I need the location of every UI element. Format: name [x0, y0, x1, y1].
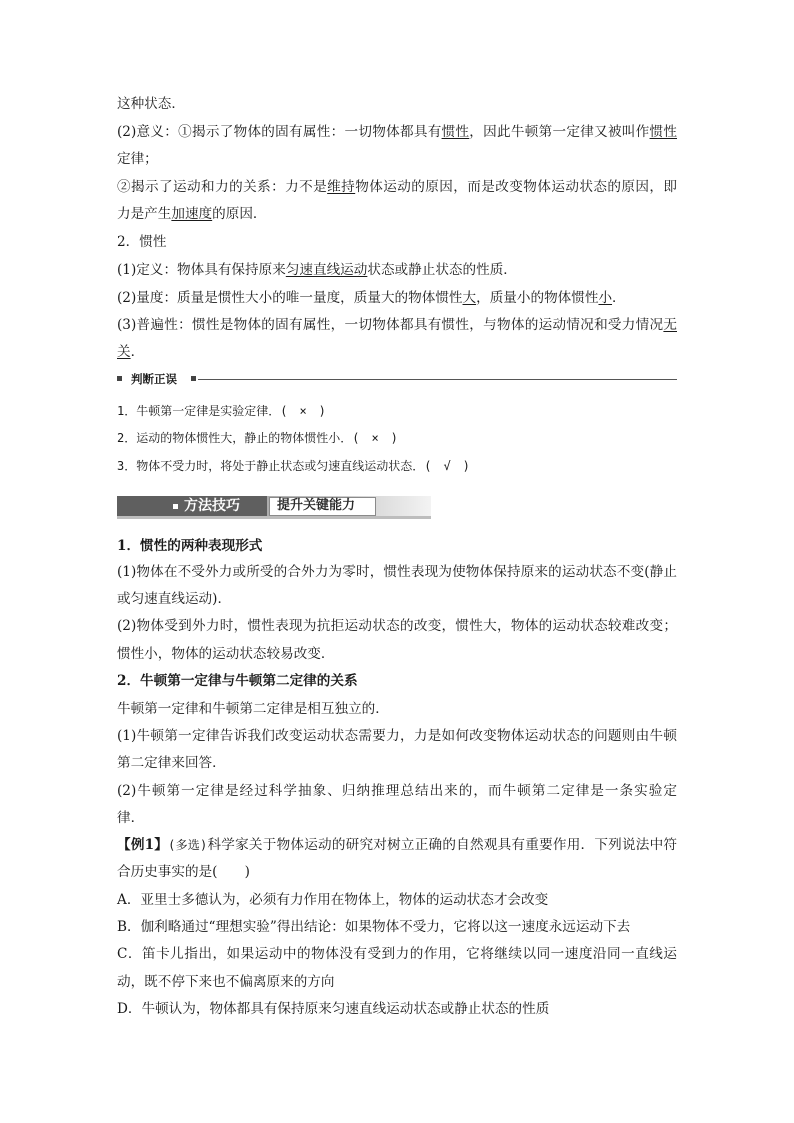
judge-section-header — [117, 371, 677, 387]
option-d: D．牛顿认为，物体都具有保持原来匀速直线运动状态或静止状态的性质 — [117, 1001, 550, 1017]
inertia-universality-end: 关． — [117, 344, 145, 360]
option-c-cont: 动，既不停下来也不偏离原来的方向 — [117, 974, 335, 990]
significance-line-1: (2)意义：①揭示了物体的固有属性：一切物体都具有惯性，因此牛顿第一定律又被叫作惯性 — [117, 124, 678, 140]
inertia-definition: (1)定义：物体具有保持原来匀速直线运动状态或静止状态的性质． — [117, 262, 517, 278]
underlined-answer: 加速度 — [171, 206, 213, 222]
method-heading-2: 2．牛顿第一定律与牛顿第二定律的关系 — [117, 673, 358, 689]
banner-subtitle: 提升关键能力 — [277, 498, 356, 513]
text-line: 牛顿第一定律和牛顿第二定律是相互独立的． — [117, 701, 389, 717]
text-line: 第二定律来回答． — [117, 755, 226, 771]
divider-line — [198, 379, 677, 380]
underlined-answer: 大 — [462, 290, 477, 306]
text-line: 合历史事实的是( ) — [117, 864, 250, 880]
square-bullet-icon — [117, 376, 122, 381]
multi-select-tag: (多选) — [168, 838, 208, 852]
text-line: (1)牛顿第一定律告诉我们改变运动状态需要力，力是如何改变物体运动状态的问题则由牛顿 — [117, 728, 677, 744]
text-line: 这种状态． — [117, 96, 185, 112]
text-line: (2)牛顿第一定律是经过科学抽象、归纳推理总结出来的，而牛顿第二定律是一条实验定 — [117, 783, 677, 799]
underlined-answer: 小 — [598, 290, 613, 306]
section-heading-inertia: 2．惯性 — [117, 234, 167, 250]
method-heading-1: 1．惯性的两种表现形式 — [117, 538, 263, 554]
judge-item-3: 3．物体不受力时，将处于静止状态或匀速直线运动状态．( √ ) — [117, 459, 470, 473]
text-line: 或匀速直线运动)． — [117, 591, 232, 607]
example-question: 【例1】(多选)科学家关于物体运动的研究对树立正确的自然观具有重要作用．下列说法中符 — [117, 837, 678, 853]
inertia-measure: (2)量度：质量是惯性大小的唯一量度，质量大的物体惯性大，质量小的物体惯性小． — [117, 290, 626, 306]
significance-line-3: ②揭示了运动和力的关系：力不是维持物体运动的原因，而是改变物体运动状态的原因，即 — [117, 179, 678, 195]
inertia-universality: (3)普遍性：惯性是物体的固有属性，一切物体都具有惯性，与物体的运动情况和受力情况无 — [117, 317, 677, 333]
text-line: (2)物体受到外力时，惯性表现为抗拒运动状态的改变，惯性大，物体的运动状态较难改变； — [117, 618, 677, 634]
option-b: B．伽利略通过“理想实验”得出结论：如果物体不受力，它将以这一速度永远运动下去 — [117, 919, 631, 935]
underlined-answer: 无 — [663, 317, 677, 333]
significance-line-4: 力是产生加速度的原因． — [117, 206, 267, 222]
text-line: 定律； — [117, 151, 158, 167]
square-bullet-icon — [191, 376, 196, 381]
judge-title: 判断正误 — [131, 372, 177, 386]
example-tag: 【例1】 — [117, 837, 169, 853]
text-line: 律． — [117, 810, 145, 826]
square-bullet-icon — [173, 504, 178, 509]
underlined-answer: 关 — [117, 344, 131, 360]
underlined-answer: 惯性 — [649, 124, 678, 140]
banner-title: 方法技巧 — [184, 498, 240, 514]
judge-item-2: 2．运动的物体惯性大，静止的物体惯性小．( × ) — [117, 431, 398, 445]
underlined-answer: 维持 — [327, 179, 356, 195]
text-line: (1)物体在不受外力或所受的合外力为零时，惯性表现为使物体保持原来的运动状态不变(静止 — [117, 564, 677, 580]
option-c: C．笛卡儿指出，如果运动中的物体没有受到力的作用，它将继续以同一速度沿同一直线运 — [117, 946, 677, 962]
judge-item-1: 1．牛顿第一定律是实验定律．( × ) — [117, 404, 326, 418]
text-line: 惯性小，物体的运动状态较易改变． — [117, 646, 335, 662]
option-a: A．亚里士多德认为，必须有力作用在物体上，物体的运动状态才会改变 — [117, 892, 549, 908]
underlined-answer: 匀速直线运动 — [285, 262, 368, 278]
section-banner — [117, 494, 431, 520]
underlined-answer: 惯性 — [441, 124, 470, 140]
